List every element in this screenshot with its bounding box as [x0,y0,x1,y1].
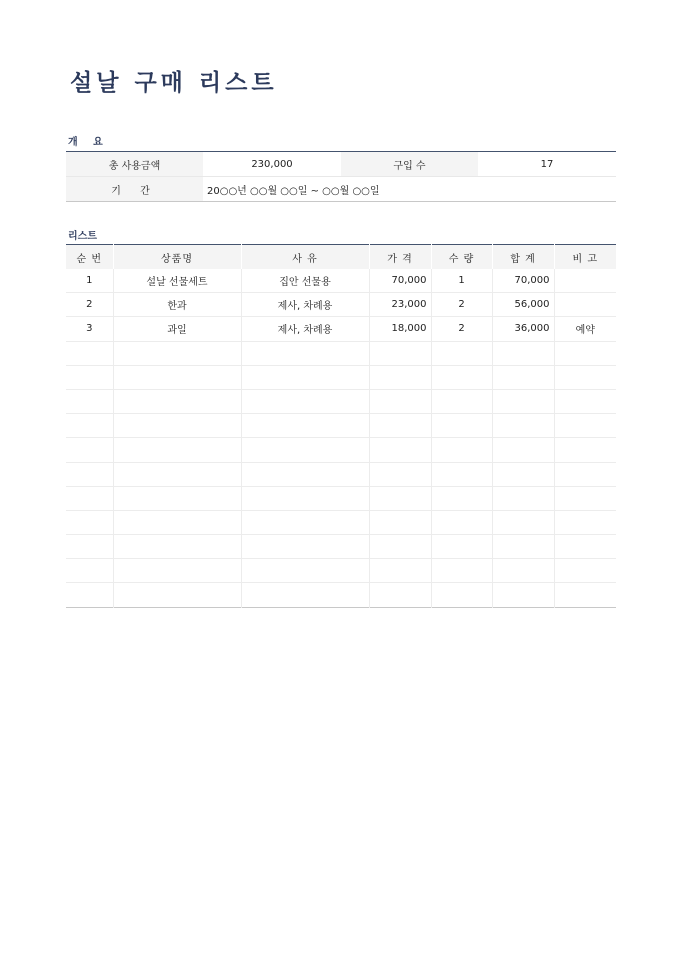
product-cell [113,341,241,365]
note-cell [554,583,616,607]
reason-cell: 집안 선물용 [241,269,369,293]
table-row [66,365,616,389]
note-cell [554,293,616,317]
price-cell [369,510,431,534]
quantity-cell [431,438,492,462]
total-cell [492,414,554,438]
total-amount-label: 총 사용금액 [66,152,203,177]
table-row [66,510,616,534]
total-cell [492,389,554,413]
table-row [66,269,616,293]
product-cell [113,438,241,462]
table-row [66,341,616,365]
table-row [66,486,616,510]
note-cell [554,486,616,510]
reason-cell [241,365,369,389]
table-row [66,559,616,583]
product-cell [113,365,241,389]
price-cell [369,535,431,559]
number-cell: 1 [66,269,113,293]
product-cell: 한과 [113,293,241,317]
total-cell [492,438,554,462]
number-cell [66,583,113,607]
product-cell: 과일 [113,317,241,341]
total-cell [492,462,554,486]
purchase-count-label: 구입 수 [341,152,478,177]
product-cell [113,462,241,486]
number-cell [66,535,113,559]
number-cell [66,389,113,413]
quantity-cell [431,365,492,389]
note-cell [554,462,616,486]
price-cell [369,414,431,438]
product-cell [113,486,241,510]
list-header-row [66,245,616,270]
note-cell [554,559,616,583]
table-row [66,438,616,462]
reason-cell [241,510,369,534]
purchase-count-value: 17 [478,152,616,177]
quantity-cell [431,535,492,559]
overview-row-total [66,152,616,177]
quantity-cell [431,559,492,583]
col-header-quantity: 수 량 [431,245,492,270]
table-row [66,462,616,486]
reason-cell [241,535,369,559]
product-cell [113,510,241,534]
product-cell [113,389,241,413]
total-cell: 70,000 [492,269,554,293]
total-cell [492,486,554,510]
price-cell [369,365,431,389]
col-header-reason: 사 유 [241,245,369,270]
number-cell: 2 [66,293,113,317]
note-cell [554,510,616,534]
note-cell [554,365,616,389]
price-cell: 70,000 [369,269,431,293]
table-row [66,293,616,317]
note-cell [554,341,616,365]
col-header-number: 순 번 [66,245,113,270]
product-cell: 설날 선물세트 [113,269,241,293]
total-cell: 56,000 [492,293,554,317]
price-cell [369,486,431,510]
quantity-cell [431,414,492,438]
col-header-total: 합 계 [492,245,554,270]
product-cell [113,414,241,438]
note-cell [554,269,616,293]
purchase-list-table [66,244,616,608]
total-cell [492,510,554,534]
total-cell: 36,000 [492,317,554,341]
total-cell [492,559,554,583]
note-cell [554,414,616,438]
col-header-note: 비 고 [554,245,616,270]
reason-cell [241,559,369,583]
total-cell [492,365,554,389]
quantity-cell [431,389,492,413]
reason-cell [241,438,369,462]
number-cell [66,438,113,462]
price-cell: 23,000 [369,293,431,317]
reason-cell: 제사, 차례용 [241,293,369,317]
price-cell: 18,000 [369,317,431,341]
period-value: 20○○년 ○○월 ○○일 ~ ○○월 ○○일 [207,185,380,197]
product-cell [113,535,241,559]
total-amount-value: 230,000 [203,152,341,177]
overview-table [66,151,616,202]
overview-row-period [66,177,616,202]
table-row [66,414,616,438]
note-cell: 예약 [554,317,616,341]
total-cell [492,535,554,559]
table-row [66,583,616,607]
price-cell [369,462,431,486]
quantity-cell: 2 [431,317,492,341]
number-cell [66,559,113,583]
page-title: 설날 구매 리스트 [70,70,278,96]
total-cell [492,341,554,365]
number-cell [66,341,113,365]
note-cell [554,535,616,559]
quantity-cell: 1 [431,269,492,293]
quantity-cell: 2 [431,293,492,317]
note-cell [554,389,616,413]
overview-heading: 개 요 [68,137,109,148]
reason-cell [241,341,369,365]
price-cell [369,583,431,607]
product-cell [113,583,241,607]
quantity-cell [431,462,492,486]
price-cell [369,559,431,583]
price-cell [369,389,431,413]
quantity-cell [431,583,492,607]
price-cell [369,438,431,462]
reason-cell [241,583,369,607]
table-row [66,535,616,559]
quantity-cell [431,510,492,534]
list-heading: 리스트 [68,231,97,242]
quantity-cell [431,341,492,365]
col-header-product: 상품명 [113,245,241,270]
list-body [66,269,616,607]
number-cell [66,462,113,486]
quantity-cell [431,486,492,510]
number-cell [66,510,113,534]
period-label: 기 간 [66,177,203,202]
number-cell [66,486,113,510]
table-row [66,317,616,341]
table-row [66,389,616,413]
product-cell [113,559,241,583]
reason-cell: 제사, 차례용 [241,317,369,341]
total-cell [492,583,554,607]
number-cell: 3 [66,317,113,341]
price-cell [369,341,431,365]
number-cell [66,414,113,438]
reason-cell [241,486,369,510]
note-cell [554,438,616,462]
reason-cell [241,462,369,486]
reason-cell [241,414,369,438]
col-header-price: 가 격 [369,245,431,270]
number-cell [66,365,113,389]
reason-cell [241,389,369,413]
